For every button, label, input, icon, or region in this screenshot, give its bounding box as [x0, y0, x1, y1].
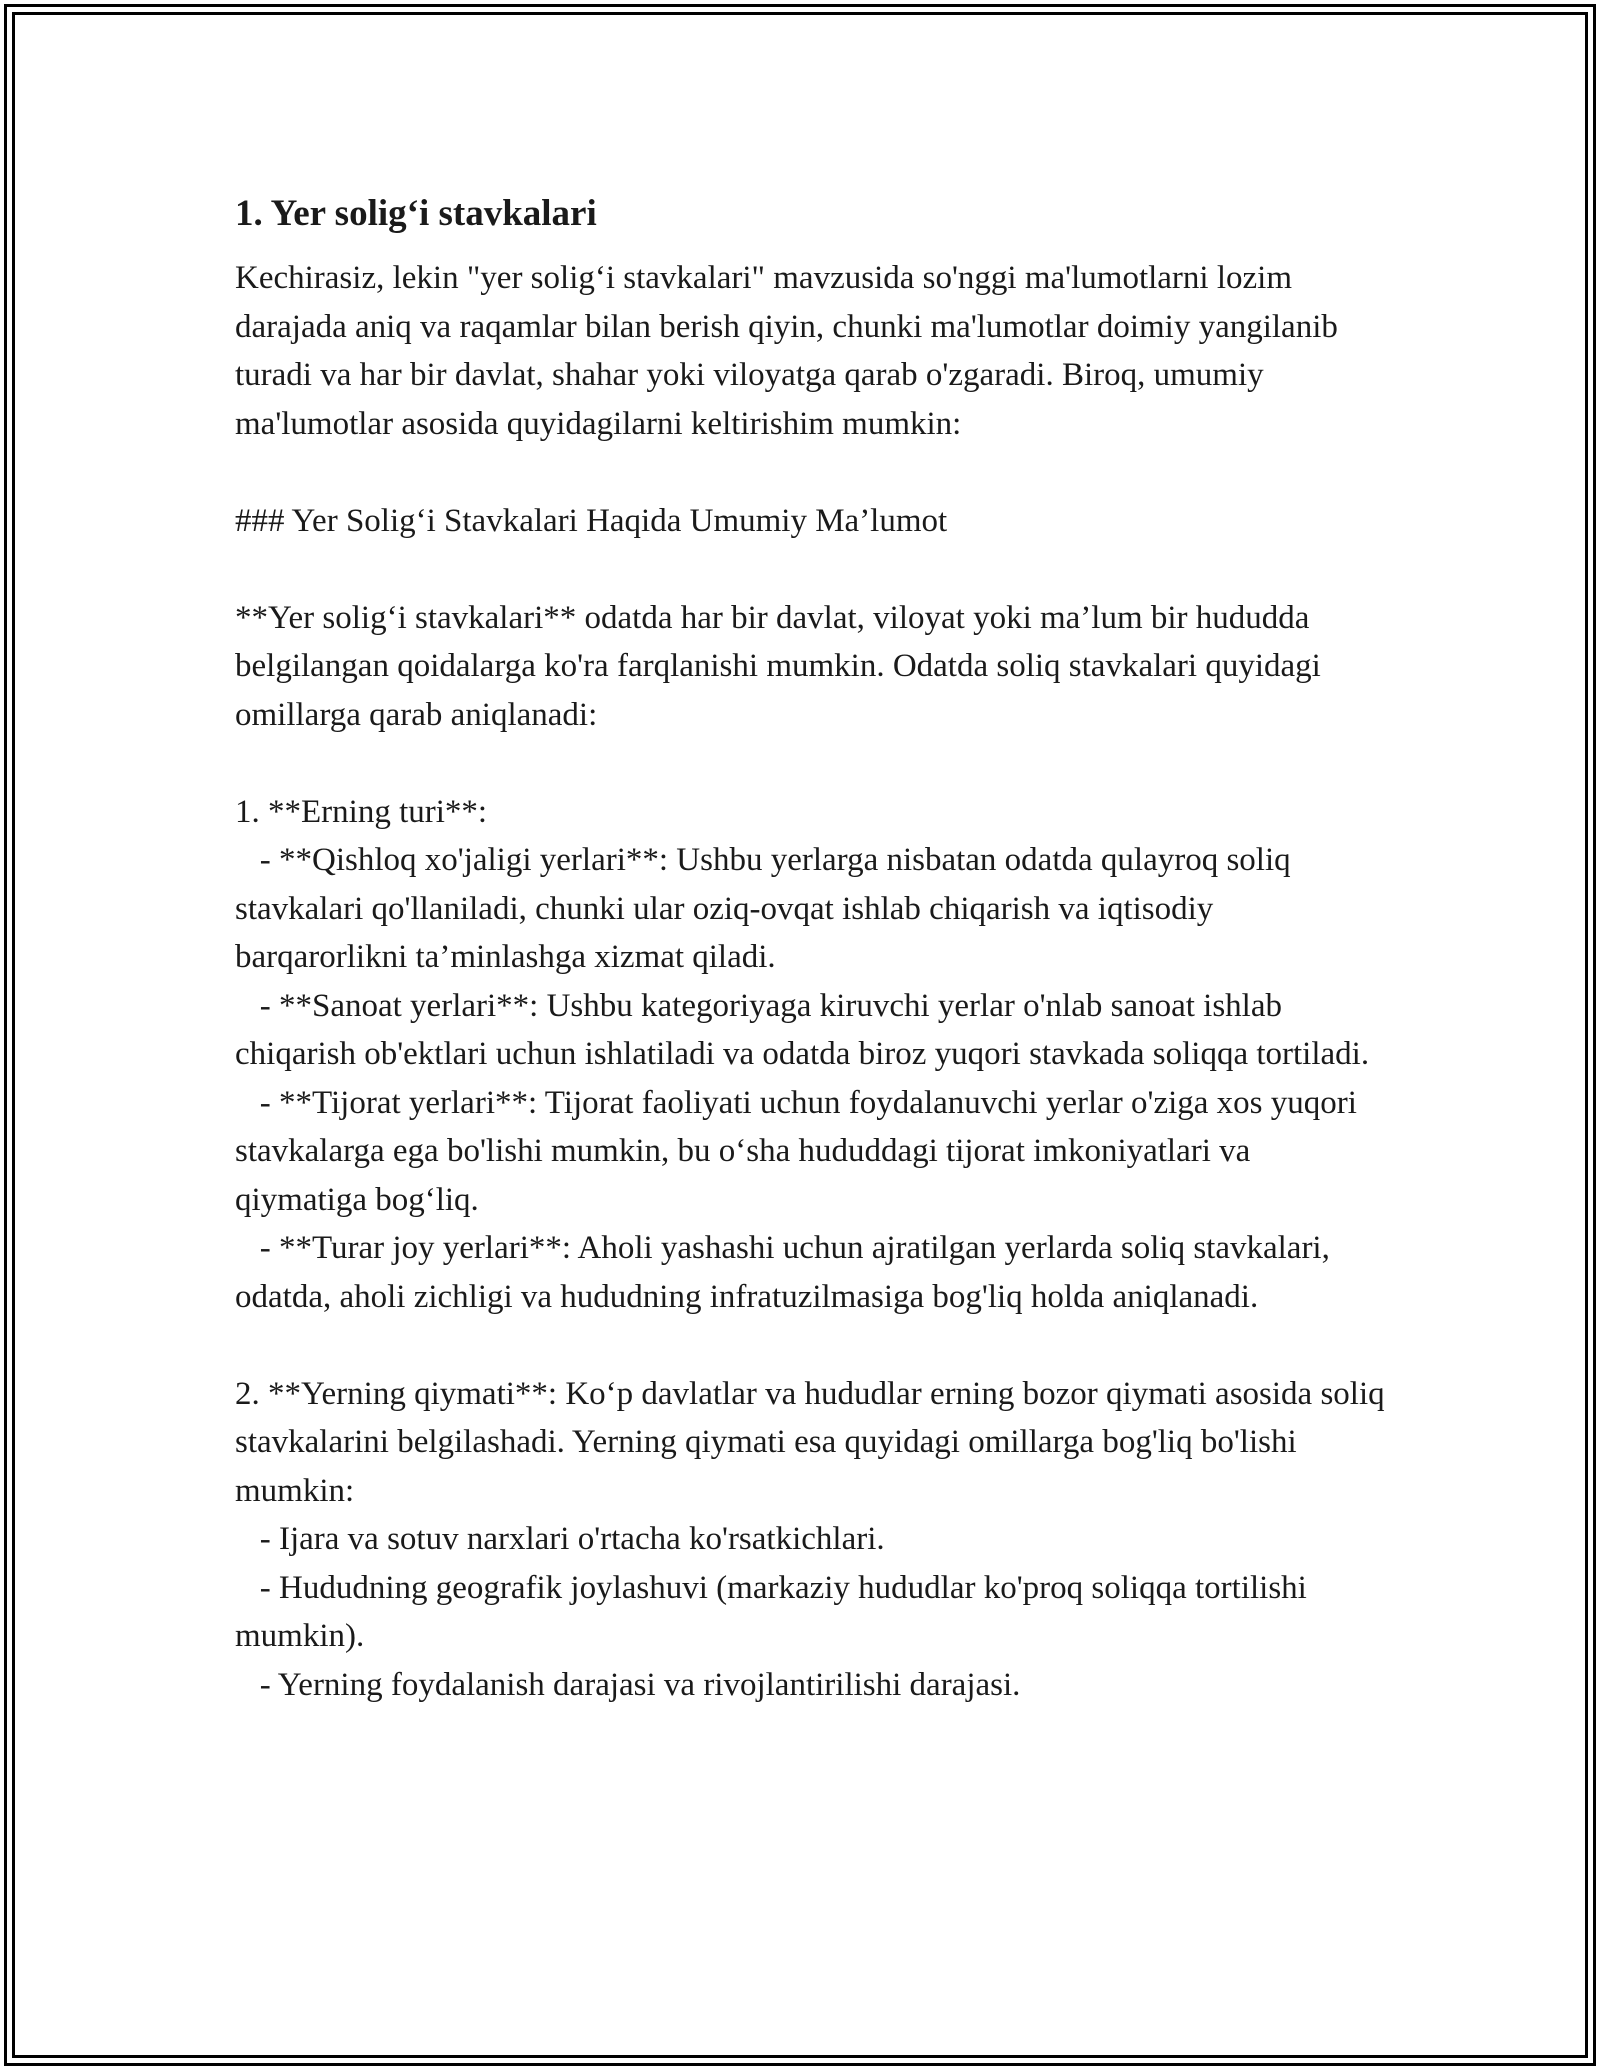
list-item-1-title: 1. **Erning turi**: — [235, 793, 488, 830]
section-heading: 1. Yer solig‘i stavkalari — [235, 193, 597, 234]
land-value-bullet: - Yerning foydalanish darajasi va rivojlantirilishi darajasi. — [235, 1666, 1021, 1703]
land-type-bullet: - **Sanoat yerlari**: Ushbu kategoriyaga kiruvchi yerlar o'nlab sanoat ishlab chiqarish ob'ektlari uchun ishlatiladi va odatda biroz yuqori stavkada soliqqa tortiladi. — [235, 987, 1370, 1072]
land-type-bullet: - **Turar joy yerlari**: Aholi yashashi uchun ajratilgan yerlarda soliq stavkalari, odatda, aholi zichligi va hududning infratuzilmasiga bog'liq holda aniqlanadi. — [235, 1230, 1339, 1315]
overview-paragraph: **Yer solig‘i stavkalari** odatda har bir davlat, viloyat yoki ma’lum bir hududda belgilangan qoidalarga ko'ra farqlanishi mumkin. Odatda soliq stavkalari quyidagi omillarga qarab aniqlanadi: — [235, 599, 1321, 733]
spacer — [235, 448, 1385, 497]
land-type-bullet: - **Qishloq xo'jaligi yerlari**: Ushbu yerlarga nisbatan odatda qulayroq soliq stavkalari qo'llaniladi, chunki ular oziq-ovqat ishlab chiqarish va iqtisodiy barqarorlikni ta’minlashga xizmat qiladi. — [235, 842, 1299, 975]
spacer — [235, 739, 1385, 788]
land-type-bullet: - **Tijorat yerlari**: Tijorat faoliyati uchun foydalanuvchi yerlar o'ziga xos yuqori stavkalarga ega bo'lishi mumkin, bu o‘sha hududdagi tijorat imkoniyatlari va qiymatiga bog‘liq. — [235, 1084, 1366, 1218]
spacer — [235, 545, 1385, 594]
spacer — [235, 1321, 1385, 1370]
document-body — [235, 188, 1385, 1709]
intro-paragraph: Kechirasiz, lekin "yer solig‘i stavkalari" mavzusida so'nggi ma'lumotlarni lozim darajada aniq va raqamlar bilan berish qiyin, chunki ma'lumotlar doimiy yangilanib turadi va har bir davlat, shahar yoki viloyatga qarab o'zgaradi. Biroq, umumiy ma'lumotlar asosida quyidagilarni keltirishim mumkin: — [235, 260, 1338, 442]
subheading-text: ### Yer Solig‘i Stavkalari Haqida Umumiy Ma’lumot — [235, 502, 948, 539]
land-value-bullet: - Ijara va sotuv narxlari o'rtacha ko'rsatkichlari. — [235, 1521, 885, 1557]
land-value-bullet: - Hududning geografik joylashuvi (markaziy hududlar ko'proq soliqqa tortilishi mumkin). — [235, 1569, 1316, 1654]
list-item-2-text: 2. **Yerning qiymati**: Ko‘p davlatlar va hududlar erning bozor qiymati asosida soliq stavkalarini belgilashadi. Yerning qiymati esa quyidagi omillarga bog'liq bo'lishi mumkin: — [235, 1375, 1385, 1509]
